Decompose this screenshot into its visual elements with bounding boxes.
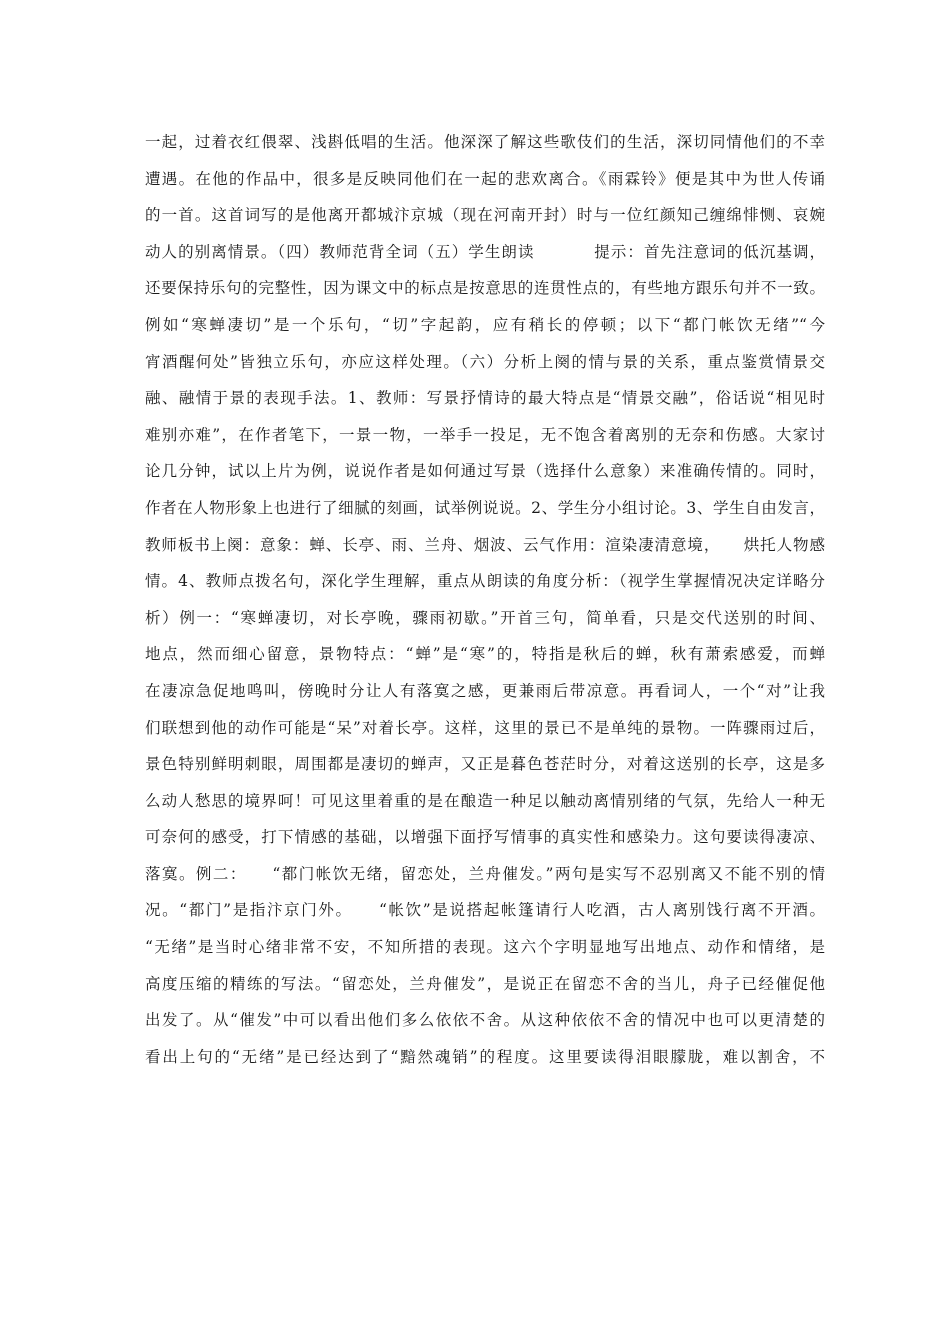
text-line: 还要保持乐句的完整性，因为课文中的标点是按意思的连贯性点的，有些地方跟乐句并不一致。: [145, 279, 825, 298]
text-line: 一起，过着衣红偎翠、浅斟低唱的生活。他深深了解这些歌伎们的生活，深切同情他们的不幸: [145, 133, 825, 151]
text-line: 析）例一：“寒蝉凄切，对长亭晚，骤雨初歇。”开首三句，简单看，只是交代送别的时间、: [145, 608, 825, 627]
text-line: 高度压缩的精练的写法。“留恋处，兰舟催发”，是说正在留恋不舍的当儿，舟子已经催促他: [145, 974, 825, 993]
text-line: 么动人愁思的境界呵！可见这里着重的是在酿造一种足以触动离情别绪的气氛，先给人一种无: [145, 791, 825, 810]
text-line: 景色特别鲜明刺眼，周围都是凄切的蝉声，又正是暮色苍茫时分，对着这送别的长亭，这是多: [145, 755, 825, 774]
body-text: [145, 124, 825, 1075]
text-line: 教师板书上阕：意象：蝉、长亭、雨、兰舟、烟波、云气作用：渲染凄清意境， 烘托人物感: [145, 535, 825, 554]
text-line: 作者在人物形象上也进行了细腻的刻画，试举例说说。2、学生分小组讨论。3、学生自由发言，: [145, 498, 825, 517]
text-line: 例如“寒蝉凄切”是一个乐句，“切”字起韵，应有稍长的停顿；以下“都门帐饮无绪”“今: [145, 315, 825, 334]
text-line: 在凄凉急促地鸣叫，傍晚时分让人有落寞之感，更兼雨后带凉意。再看词人，一个“对”让我: [145, 681, 825, 700]
text-line: 难别亦难”，在作者笔下，一景一物，一举手一投足，无不饱含着离别的无奈和伤感。大家讨: [145, 425, 825, 444]
text-line: 地点，然而细心留意，景物特点：“蝉”是“寒”的，特指是秋后的蝉，秋有萧索感爱，而蝉: [145, 645, 825, 664]
text-line: 动人的别离情景。（四）教师范背全词（五）学生朗读 提示：首先注意词的低沉基调，: [145, 242, 825, 261]
text-line: 可奈何的感受，打下情感的基础，以增强下面抒写情事的真实性和感染力。这句要读得凄凉、: [145, 828, 825, 847]
text-line: 落寞。例二： “都门帐饮无绪，留恋处，兰舟催发。”两句是实写不忍别离又不能不别的情: [145, 864, 825, 883]
text-line: 遭遇。在他的作品中，很多是反映同他们在一起的悲欢离合。《雨霖铃》便是其中为世人传诵: [145, 169, 825, 188]
text-line: 出发了。从“催发”中可以看出他们多么依依不舍。从这种依依不舍的情况中也可以更清楚的: [145, 1011, 825, 1030]
text-line: 的一首。这首词写的是他离开都城汴京城（现在河南开封）时与一位红颜知己缠绵悱恻、哀婉: [145, 206, 825, 225]
text-line: 宵酒醒何处”皆独立乐句，亦应这样处理。（六）分析上阕的情与景的关系，重点鉴赏情景交: [145, 352, 825, 371]
text-line: 况。“都门”是指汴京门外。 “帐饮”是说搭起帐篷请行人吃酒，古人离别饯行离不开酒。: [145, 901, 825, 920]
text-line: 们联想到他的动作可能是“呆”对着长亭。这样，这里的景已不是单纯的景物。一阵骤雨过后，: [145, 718, 825, 737]
text-line: 融、融情于景的表现手法。1、教师：写景抒情诗的最大特点是“情景交融”，俗话说“相见时: [145, 389, 825, 408]
text-line: 看出上句的“无绪”是已经达到了“黯然魂销”的程度。这里要读得泪眼朦胧，难以割舍，不: [145, 1047, 825, 1066]
text-line: 情。4、教师点拨名句，深化学生理解，重点从朗读的角度分析：（视学生掌握情况决定详略分: [145, 572, 825, 591]
text-line: “无绪”是当时心绪非常不安，不知所措的表现。这六个字明显地写出地点、动作和情绪，是: [145, 938, 825, 957]
text-line: 论几分钟，试以上片为例，说说作者是如何通过写景（选择什么意象）来准确传情的。同时，: [145, 462, 825, 481]
